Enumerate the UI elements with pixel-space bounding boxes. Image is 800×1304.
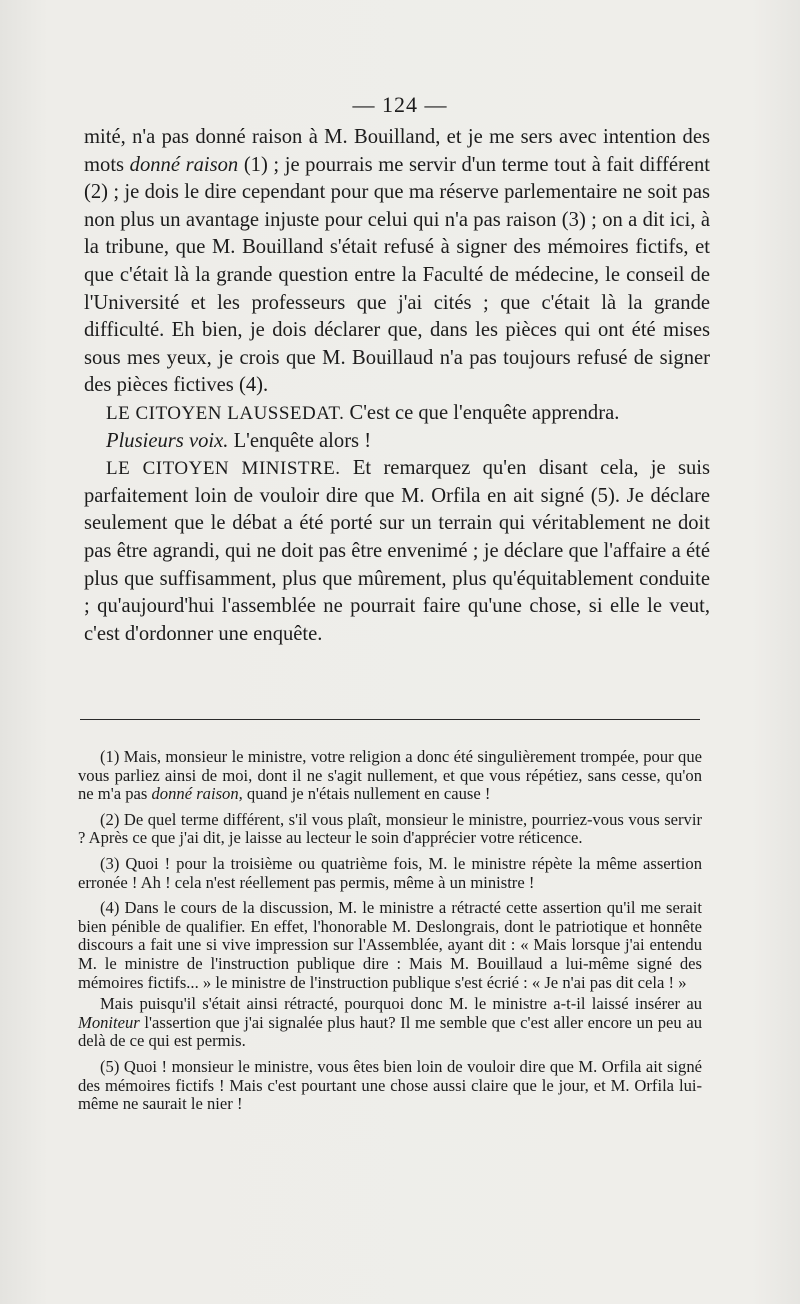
speaker-name: LE CITOYEN LAUSSEDAT. — [106, 402, 345, 424]
footnote-text: (1) Mais, monsieur le ministre, votre religion a donc été singulièrement trompée, pour que vous parliez ainsi de moi, dont il ne s'agit nullement, et que vous répétiez, sans cesse, qu'on ne m'a pas — [78, 747, 702, 804]
italic-phrase: donné raison, — [151, 784, 243, 804]
footnote-divider — [80, 719, 700, 720]
footnote-5: (5) Quoi ! monsieur le ministre, vous êtes bien loin de vouloir dire que M. Orfila ait signé des mémoires fictifs ! Mais c'est pourtant une chose aussi claire que le jour, et M. Orfila lui-même ne saurait le nier ! — [78, 1056, 702, 1114]
paragraph-continuation — [84, 124, 710, 400]
italic-phrase: Moniteur — [78, 1012, 140, 1032]
speech-text: Et remarquez qu'en disant cela, je suis parfaitement loin de vouloir dire que M. Orfila en ait signé (5). Je déclare seulement que le débat a été porté sur un terrain qui véritablement ne doit pas être agrandi, qui ne doit pas être envenimé ; je déclare que l'affaire a été plus que suffisamment, plus que mûrement, plus qu'équitablement conduite ; qu'aujourd'hui l'assemblée ne pourrait faire qu'une chose, si elle le veut, c'est d'ordonner une enquête. — [84, 457, 710, 645]
speech-voices — [84, 428, 710, 456]
speaker-name: LE CITOYEN MINISTRE. — [106, 458, 341, 480]
footnote-text: l'assertion que j'ai signalée plus haut? Il me semble que c'est aller encore un peu au delà de ce qui est permis. — [78, 1012, 703, 1051]
speech-minister — [84, 455, 710, 648]
footnotes — [78, 748, 702, 1121]
page-number: — 124 — — [352, 92, 448, 117]
footnote-text: Mais puisqu'il s'était ainsi rétracté, pourquoi donc M. le ministre a-t-il laissé insérer au — [100, 994, 702, 1014]
speech-text: C'est ce que l'enquête apprendra. — [349, 401, 620, 424]
speech-text: L'enquête alors ! — [233, 429, 372, 452]
footnote-4: (4) Dans le cours de la discussion, M. le ministre a rétracté cette assertion qu'il me serait bien pénible de qualifier. En effet, l'honorable M. Deslongrais, dont le patriotique et honnête discours a fait une si vive impression sur l'Assemblée, ayant dit : « Mais lorsque j'ai entendu M. le ministre de l'instruction publique dire : Mais M. Bouillaud a lui-même signé des mémoires fictifs... » le ministre de l'instruction publique s'est écrié : « Je n'ai pas dit cela ! » — [78, 898, 702, 992]
paragraph-text: (1) ; je pourrais me servir d'un terme tout à fait différent (2) ; je dois le dire cependant pour que ma réserve parlementaire ne soit pas non plus un avantage injuste pour celui qui n'a pas raison (3) ; on a dit ici, à la tribune, que M. Bouilland s'était refusé à signer des mémoires fictifs, et que c'était là la grande question entre la Faculté de médecine, le conseil de l'Université et les professeurs que j'ai cités ; que c'était là la grande difficulté. Eh bien, je dois déclarer que, dans les pièces qui ont été mises sous mes yeux, je crois que M. Bouillaud n'a pas toujours refusé de signer des pièces fictives (4). — [84, 153, 710, 397]
speaker-name: Plusieurs voix. — [106, 429, 229, 452]
main-text — [84, 124, 710, 648]
footnote-text: quand je n'étais nullement en cause ! — [246, 784, 491, 804]
speech-laussedat — [84, 400, 710, 428]
paragraph-text: mité, n'a pas donné raison à M. Bouilland, et je me sers avec intention des mots — [84, 126, 710, 176]
footnote-1 — [78, 748, 702, 804]
footnote-2: (2) De quel terme différent, s'il vous plaît, monsieur le ministre, pourriez-vous vous servir ? Après ce que j'ai dit, je laisse au lecteur le soin d'apprécier votre réticence. — [78, 809, 702, 848]
italic-phrase: donné raison — [129, 153, 239, 176]
footnote-4-continued — [78, 995, 702, 1051]
footnote-3: (3) Quoi ! pour la troisième ou quatrième fois, M. le ministre répète la même assertion erronée ! Ah ! cela n'est réellement pas permis, même à un ministre ! — [78, 853, 702, 892]
